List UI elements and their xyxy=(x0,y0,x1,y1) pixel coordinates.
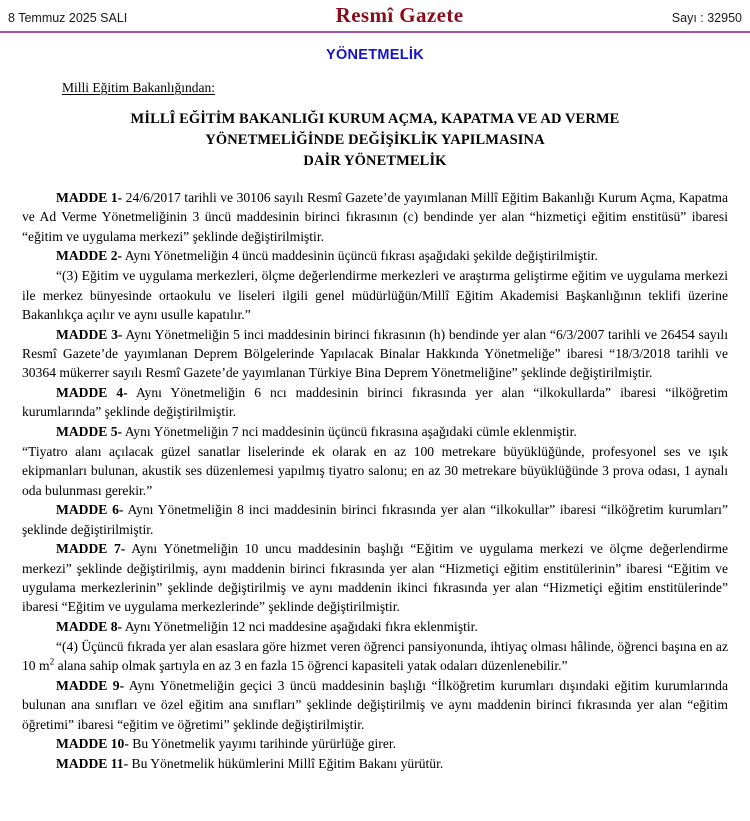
issue-number: Sayı : 32950 xyxy=(671,11,742,25)
article-label: MADDE 4- xyxy=(56,385,128,401)
article-paragraph xyxy=(22,325,728,383)
issuing-authority: Milli Eğitim Bakanlığından: xyxy=(62,80,215,95)
masthead xyxy=(0,0,750,28)
masthead-divider xyxy=(0,31,750,33)
article-paragraph xyxy=(22,246,728,265)
article-label: MADDE 10- xyxy=(56,736,129,752)
article-label: MADDE 9- xyxy=(56,677,125,693)
page-title-line-3: DAİR YÖNETMELİK xyxy=(303,153,447,170)
article-paragraph xyxy=(22,754,728,773)
article-text: Aynı Yönetmeliğin 8 inci maddesinin birinci fıkrasında yer alan “ilkokullar” ibaresi “ilköğretim kurumları” şeklinde değiştirilmiştir. xyxy=(22,502,728,537)
article-paragraph xyxy=(22,676,728,734)
article-text: Aynı Yönetmeliğin 7 nci maddesinin üçüncü fıkrasına aşağıdaki cümle eklenmiştir. xyxy=(122,424,577,440)
article-paragraph xyxy=(22,383,728,422)
article-label: MADDE 8- xyxy=(56,619,123,635)
article-label: MADDE 7- xyxy=(56,541,126,557)
article-text: Aynı Yönetmeliğin 6 ncı maddesinin birinci fıkrasında yer alan “ilkokullarda” ibaresi “ilköğretim kurumlarında” şeklinde değiştirilmiştir. xyxy=(22,385,728,420)
article-label: MADDE 5- xyxy=(56,424,123,440)
article-text: Aynı Yönetmeliğin geçici 3 üncü maddesinin başlığı “İlköğretim kurumları dışındaki eğitim kurumlarında bulunan ana sınıfları ve özel eğitim ana sınıfları” şeklinde değiştirilmiş ve aynı maddenin birinci fıkrasında yer alan “eğitim öğretimi” ibaresi “eğitim ve öğretimi” şeklinde değiştirilmiştir. xyxy=(22,677,728,732)
page-title-line-1: MİLLÎ EĞİTİM BAKANLIĞI KURUM AÇMA, KAPATMA VE AD VERME xyxy=(130,111,620,127)
article-text: Aynı Yönetmeliğin 12 nci maddesine aşağıdaki fıkra eklenmiştir. xyxy=(122,619,478,635)
article-label: MADDE 1- xyxy=(56,190,123,206)
gazette-title: Resmî Gazete xyxy=(335,3,464,27)
article-paragraph xyxy=(22,500,728,539)
article-paragraph xyxy=(22,734,728,753)
article-paragraph xyxy=(22,422,728,441)
article-text: Bu Yönetmelik yayımı tarihinde yürürlüğe girer. xyxy=(128,736,397,752)
quoted-paragraph: “Tiyatro alanı açılacak güzel sanatlar liselerinde ek olarak en az 100 metrekare büyüklüğünde, profesyonel ses ve ışık ekipmanları bulunan, akustik ses düzenlemesi yapılmış tiyatro salonu; en az 30 metrekare büyüklüğünde 3 prova odası, 1 aynalı oda bulunması gerekir.” xyxy=(22,443,728,498)
quoted-paragraph xyxy=(22,637,728,676)
article-paragraph xyxy=(22,617,728,636)
quoted-text-after: alana sahip olmak şartıyla en az 3 en fazla 15 öğrenci kapasiteli yatak odaları düzenlenebilir.” xyxy=(54,658,568,674)
superscript-unit: 2 xyxy=(49,656,55,667)
article-text: Bu Yönetmelik hükümlerini Millî Eğitim Bakanı yürütür. xyxy=(128,756,444,772)
issuer-line xyxy=(0,79,750,97)
quoted-paragraph: “(3) Eğitim ve uygulama merkezleri, ölçme değerlendirme merkezleri ve araştırma geliştirme eğitim ve uygulama merkezi ile merkez bünyesinde ortaokulu ve liseleri ilgili genel müdürlüğün/Millî Eğitim Akademisi Başkanlığının teklifi üzerine Bakanlıkça açılır ve aynı usulle kapatılır.” xyxy=(22,268,728,322)
article-label: MADDE 6- xyxy=(56,502,124,518)
publication-date: 8 Temmuz 2025 SALI xyxy=(8,11,128,25)
article-label: MADDE 3- xyxy=(56,326,123,342)
regulation-body xyxy=(22,188,728,773)
article-text: Aynı Yönetmeliğin 5 inci maddesinin birinci fıkrasının (h) bendinde yer alan “6/3/2007 tarihli ve 26454 sayılı Resmî Gazete’de yayımlanan Deprem Bölgelerinde Yapılacak Binalar Hakkında Yönetmeliğe” ibaresi “18/3/2018 tarihli ve 30364 mükerrer sayılı Resmî Gazete’de yayımlanan Türkiye Bina Deprem Yönetmeliğine” şeklinde değiştirilmiştir. xyxy=(22,326,728,381)
page-title xyxy=(40,109,710,172)
article-paragraph xyxy=(22,188,728,246)
article-text: Aynı Yönetmeliğin 4 üncü maddesinin üçüncü fıkrası aşağıdaki şekilde değiştirilmiştir. xyxy=(122,248,598,264)
article-label: MADDE 2- xyxy=(56,248,123,264)
article-paragraph xyxy=(22,539,728,616)
article-text: 24/6/2017 tarihli ve 30106 sayılı Resmî Gazete’de yayımlanan Millî Eğitim Bakanlığı Kurum Açma, Kapatma ve Ad Verme Yönetmeliğinin 3 üncü maddesinin birinci fıkrasının (c) bendinde yer alan “hizmetiçi eğitim enstitüsü” ibaresi “eğitim ve uygulama merkezi” şeklinde değiştirilmiştir. xyxy=(22,190,728,244)
article-text: Aynı Yönetmeliğin 10 uncu maddesinin başlığı “Eğitim ve uygulama merkezi ve ölçme değerlendirme merkezi” şeklinde değiştirilmiş, aynı maddenin birinci fıkrasında yer alan “Hizmetiçi eğitim enstitülerinin” ibaresi “Eğitim ve uygulama merkezlerinin” şeklinde değiştirilmiş ve aynı maddenin ikinci fıkrasında yer alan “Hizmetiçi eğitim enstitülerinde” ibaresi “Eğitim ve uygulama merkezlerinde” şeklinde değiştirilmiştir. xyxy=(22,541,728,615)
page-title-line-2: YÖNETMELİĞİNDE DEĞİŞİKLİK YAPILMASINA xyxy=(205,132,545,149)
document-kind-heading: YÖNETMELİK xyxy=(325,47,425,63)
article-label: MADDE 11- xyxy=(56,756,129,772)
quoted-text-before: “(4) Üçüncü fıkrada yer alan esaslara göre hizmet veren öğrenci pansiyonunda, ihtiyaç olması hâlinde, öğrenci başına en az 10 m xyxy=(22,638,728,674)
